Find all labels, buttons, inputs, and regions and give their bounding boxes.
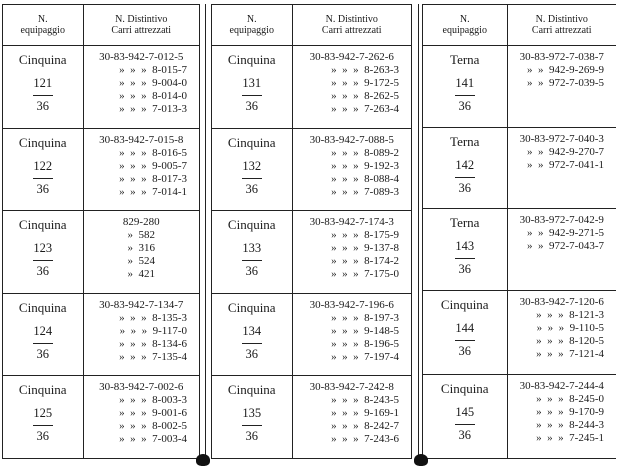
crew-type: Cinquina <box>227 382 276 398</box>
car-number: 30-83-942-7-244-4 <box>519 380 604 392</box>
car-number: » » » 9-170-9 <box>536 406 604 418</box>
car-number: » » 972-7-039-5 <box>527 77 604 89</box>
fraction-bar <box>242 260 262 261</box>
crew-denominator: 36 <box>458 99 471 113</box>
car-number: 829-280 <box>122 216 160 229</box>
fraction-bar <box>455 258 475 259</box>
header-equipaggio-line: N. <box>459 14 470 25</box>
car-number: » » » 8-014-0 <box>119 90 187 102</box>
car-number: » » » 8-196-5 <box>331 337 399 350</box>
cars-cell <box>83 293 199 376</box>
car-number: » » » 8-015-7 <box>119 64 187 76</box>
crew-number: 134 <box>242 323 262 338</box>
header-equipaggio-line: N. <box>37 14 48 25</box>
crew-type: Cinquina <box>227 217 276 233</box>
car-number: 30-83-942-7-134-7 <box>99 298 184 311</box>
car-number: 30-83-972-7-042-9 <box>519 214 604 227</box>
crew-denominator: 36 <box>36 346 49 361</box>
table-row <box>423 46 616 128</box>
car-number: » » » 9-110-5 <box>536 321 604 334</box>
car-number: » » » 8-243-5 <box>331 394 399 407</box>
crew-type: Cinquina <box>440 296 489 312</box>
header-distintivo <box>83 5 199 46</box>
header-equipaggio-line: equipaggio <box>229 25 274 36</box>
table-row <box>3 46 199 129</box>
cars-cell <box>292 128 411 211</box>
header-distintivo <box>507 5 616 46</box>
car-number: 30-83-942-7-242-8 <box>309 381 394 394</box>
car-number: » » » 8-175-9 <box>331 229 399 242</box>
car-number: 30-83-942-7-088-5 <box>309 133 394 146</box>
equipaggio-cell <box>212 128 292 211</box>
car-number: 30-83-942-7-012-5 <box>99 51 184 63</box>
table-row <box>212 46 411 129</box>
crew-number: 123 <box>33 241 53 256</box>
header-equipaggio-line: N. <box>246 14 257 25</box>
crew-type: Terna <box>450 52 480 67</box>
car-number: » » » 9-169-1 <box>331 407 399 420</box>
header-distintivo-line: Carri attrezzati <box>111 25 172 36</box>
equipaggio-cell <box>212 293 292 376</box>
equipaggio-cell <box>3 293 83 376</box>
equipaggio-cell <box>423 290 507 374</box>
equipaggio-cell <box>423 375 507 459</box>
crew-number: 121 <box>33 76 53 90</box>
cars-cell <box>292 46 411 129</box>
cars-cell <box>292 293 411 376</box>
car-number: » » » 8-089-2 <box>331 146 399 159</box>
car-number: » » » 9-148-5 <box>331 324 399 337</box>
crew-denominator: 36 <box>458 262 471 277</box>
cars-cell <box>507 290 616 374</box>
car-number: » 316 <box>127 242 155 255</box>
car-number: » » » 9-172-5 <box>331 77 399 89</box>
crew-type: Terna <box>450 215 480 231</box>
crew-type: Terna <box>450 133 480 149</box>
car-number: » » » 8-002-5 <box>119 420 187 433</box>
car-number: » » » 7-013-3 <box>119 103 187 115</box>
car-number: 30-83-972-7-038-7 <box>519 51 604 63</box>
header-distintivo <box>292 5 411 46</box>
car-number: » » » 9-137-8 <box>331 242 399 255</box>
fraction-bar <box>33 178 53 179</box>
header-equipaggio <box>212 5 292 46</box>
crew-number: 141 <box>455 76 475 90</box>
table-row <box>3 211 199 294</box>
crew-number: 131 <box>242 76 262 90</box>
crew-number: 132 <box>242 158 262 173</box>
crew-type: Cinquina <box>227 299 276 315</box>
header-distintivo-line: Carri attrezzati <box>531 25 592 36</box>
header-equipaggio <box>423 5 507 46</box>
fraction-bar <box>33 343 53 344</box>
equipaggio-cell <box>3 376 83 458</box>
cars-cell <box>83 211 199 294</box>
page-seam-divider <box>205 4 206 459</box>
car-number: » 421 <box>127 268 155 281</box>
crew-number: 122 <box>33 158 53 173</box>
car-number: » » » 8-262-5 <box>331 90 399 102</box>
car-number: » » 942-9-269-9 <box>527 64 604 76</box>
crew-number: 133 <box>242 241 262 256</box>
car-number: » » » 7-175-0 <box>331 268 399 281</box>
equipaggio-cell <box>423 127 507 209</box>
car-number: » » » 8-245-0 <box>536 393 604 405</box>
car-number: » » » 7-135-4 <box>119 350 187 363</box>
crew-denominator: 36 <box>36 429 49 444</box>
car-number: » 582 <box>127 229 155 242</box>
fraction-bar <box>455 340 475 341</box>
crew-denominator: 36 <box>245 346 258 361</box>
equipaggio-cell <box>3 211 83 294</box>
table-row <box>423 375 616 459</box>
crew-number: 144 <box>455 320 475 335</box>
car-number: 30-83-942-7-174-3 <box>309 216 394 229</box>
crew-number: 143 <box>455 239 475 254</box>
header-distintivo-line: N. Distintivo <box>115 14 168 25</box>
car-number: 30-83-942-7-120-6 <box>519 295 604 308</box>
crew-type: Cinquina <box>18 382 67 398</box>
car-number: » » » 8-016-5 <box>119 146 187 159</box>
car-number: » » » 7-243-6 <box>331 433 399 446</box>
car-number: » » » 7-014-1 <box>119 185 187 198</box>
car-number: » » » 8-121-3 <box>536 308 604 321</box>
car-number: 30-83-942-7-015-8 <box>99 133 184 146</box>
cars-cell <box>507 46 616 128</box>
binding-hole-mark <box>196 454 210 466</box>
header-distintivo-line: N. Distintivo <box>535 14 588 25</box>
cars-cell <box>292 376 411 458</box>
header-distintivo-line: Carri attrezzati <box>321 25 382 36</box>
table-row <box>212 376 411 458</box>
cars-cell <box>507 209 616 291</box>
header-equipaggio-line: equipaggio <box>442 25 487 36</box>
fraction-bar <box>242 178 262 179</box>
crew-number: 142 <box>455 157 475 172</box>
crew-table <box>423 5 616 458</box>
crew-denominator: 36 <box>245 99 258 113</box>
crew-number: 145 <box>455 405 475 419</box>
fraction-bar <box>242 343 262 344</box>
car-number: » » 972-7-043-7 <box>527 240 604 253</box>
car-number: » » » 8-134-6 <box>119 337 187 350</box>
car-number: » 524 <box>127 255 155 268</box>
crew-type: Cinquina <box>227 134 276 150</box>
car-number: 30-83-972-7-040-3 <box>519 132 604 145</box>
car-number: » » » 8-244-3 <box>536 419 604 431</box>
crew-denominator: 36 <box>36 264 49 279</box>
crew-denominator: 36 <box>458 180 471 195</box>
car-number: » » » 8-135-3 <box>119 311 187 324</box>
equipaggio-cell <box>212 211 292 294</box>
crew-denominator: 36 <box>245 429 258 444</box>
equipaggio-cell <box>3 46 83 129</box>
header-equipaggio-line: equipaggio <box>20 25 65 36</box>
car-number: » » » 7-197-4 <box>331 350 399 363</box>
fraction-bar <box>242 95 262 96</box>
car-number: » » » 7-263-4 <box>331 103 399 115</box>
table-row <box>423 127 616 209</box>
fraction-bar <box>455 424 475 425</box>
crew-type: Cinquina <box>18 134 67 150</box>
crew-table <box>212 5 411 458</box>
table-row <box>212 128 411 211</box>
cars-cell <box>83 376 199 458</box>
header-distintivo-line: N. Distintivo <box>325 14 378 25</box>
table-row <box>3 376 199 458</box>
car-number: » » 972-7-041-1 <box>527 158 604 171</box>
crew-number: 135 <box>242 406 262 421</box>
car-number: » » » 8-088-4 <box>331 172 399 185</box>
table-row <box>3 128 199 211</box>
fraction-bar <box>33 260 53 261</box>
table-row <box>423 209 616 291</box>
cars-cell <box>292 211 411 294</box>
fraction-bar <box>455 95 475 96</box>
binding-hole-mark <box>414 454 428 466</box>
crew-number: 124 <box>33 323 53 338</box>
cars-cell <box>507 127 616 209</box>
table-row <box>3 293 199 376</box>
crew-denominator: 36 <box>458 428 471 442</box>
crew-type: Cinquina <box>18 299 67 315</box>
cars-cell <box>507 375 616 459</box>
table-section-3 <box>422 4 616 459</box>
cars-cell <box>83 128 199 211</box>
car-number: » » » 9-001-6 <box>119 407 187 420</box>
car-number: » » » 8-120-5 <box>536 334 604 347</box>
car-number: » » » 8-017-3 <box>119 172 187 185</box>
cars-cell <box>83 46 199 129</box>
car-number: » » » 8-242-7 <box>331 420 399 433</box>
table-row <box>212 293 411 376</box>
equipaggio-cell <box>212 376 292 458</box>
table-section-2 <box>211 4 412 459</box>
crew-denominator: 36 <box>36 181 49 196</box>
fraction-bar <box>33 425 53 426</box>
car-number: » » » 8-263-3 <box>331 64 399 76</box>
equipaggio-cell <box>423 46 507 128</box>
car-number: » » 942-9-270-7 <box>527 145 604 158</box>
car-number: » » » 7-245-1 <box>536 432 604 444</box>
page-seam-divider <box>418 4 419 459</box>
fraction-bar <box>33 95 53 96</box>
table-row <box>423 290 616 374</box>
crew-denominator: 36 <box>245 181 258 196</box>
car-number: » » » 8-174-2 <box>331 255 399 268</box>
car-number: 30-83-942-7-196-6 <box>309 298 394 311</box>
car-number: » » » 9-117-0 <box>119 324 187 337</box>
table-row <box>212 211 411 294</box>
crew-type: Cinquina <box>18 217 67 233</box>
car-number: 30-83-942-7-002-6 <box>99 381 184 394</box>
crew-denominator: 36 <box>458 343 471 358</box>
car-number: » » » 7-121-4 <box>536 347 604 360</box>
crew-type: Cinquina <box>18 52 67 67</box>
car-number: 30-83-942-7-262-6 <box>309 51 394 63</box>
car-number: » » » 8-197-3 <box>331 311 399 324</box>
car-number: » » 942-9-271-5 <box>527 227 604 240</box>
equipaggio-cell <box>423 209 507 291</box>
car-number: » » » 8-003-3 <box>119 394 187 407</box>
car-number: » » » 9-005-7 <box>119 159 187 172</box>
car-number: » » » 9-004-0 <box>119 77 187 89</box>
equipaggio-cell <box>212 46 292 129</box>
table-section-1 <box>2 4 200 459</box>
car-number: » » » 7-089-3 <box>331 185 399 198</box>
equipaggio-cell <box>3 128 83 211</box>
car-number: » » » 9-192-3 <box>331 159 399 172</box>
crew-number: 125 <box>33 406 53 421</box>
crew-denominator: 36 <box>245 264 258 279</box>
header-equipaggio <box>3 5 83 46</box>
crew-table <box>3 5 199 458</box>
fraction-bar <box>455 177 475 178</box>
car-number: » » » 7-003-4 <box>119 433 187 446</box>
fraction-bar <box>242 425 262 426</box>
crew-type: Cinquina <box>227 52 276 67</box>
crew-type: Cinquina <box>440 381 489 396</box>
crew-denominator: 36 <box>36 99 49 113</box>
